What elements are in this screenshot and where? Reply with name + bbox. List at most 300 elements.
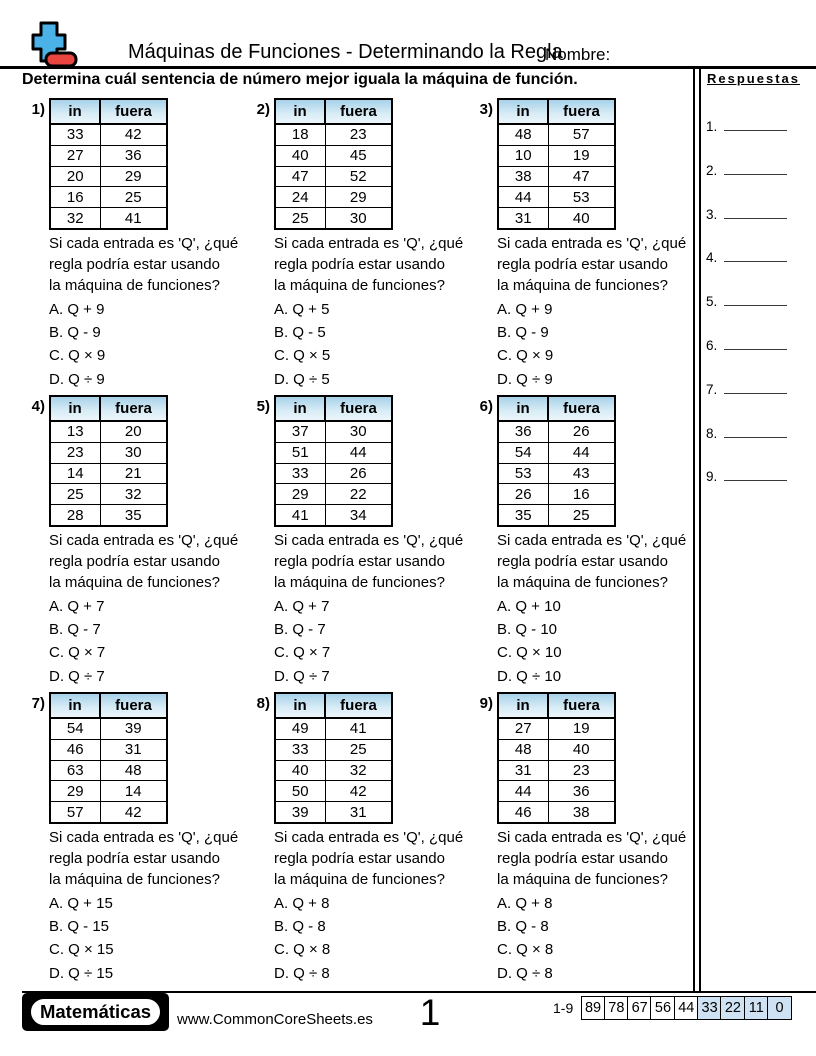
option-A: A. Q + 9 (497, 300, 553, 318)
question-line: Si cada entrada es 'Q', ¿qué (497, 828, 687, 846)
question-text (49, 827, 246, 890)
question-line: la máquina de funciones? (274, 276, 445, 294)
out-value: 16 (548, 484, 615, 505)
out-value: 41 (100, 208, 167, 229)
option-D: D. Q ÷ 10 (497, 667, 562, 685)
in-value: 53 (498, 463, 548, 484)
table-row (498, 760, 615, 781)
problem-number: 1) (31, 101, 45, 118)
function-table (497, 692, 616, 824)
answer-row-2 (706, 161, 787, 178)
in-value: 41 (275, 505, 325, 526)
out-value: 42 (100, 802, 167, 823)
function-table (497, 395, 616, 527)
answer-number: 8. (706, 425, 718, 441)
out-value: 30 (100, 442, 167, 463)
out-header: fuera (325, 693, 392, 718)
out-value: 25 (325, 739, 392, 760)
question-line: la máquina de funciones? (497, 573, 668, 591)
problem-number: 2) (256, 101, 270, 118)
question-line: regla podría estar usando (497, 255, 668, 273)
out-header: fuera (548, 99, 615, 124)
in-header: in (275, 99, 325, 124)
out-value: 31 (100, 739, 167, 760)
in-value: 37 (275, 421, 325, 442)
table-row (275, 484, 392, 505)
option-B: B. Q - 7 (274, 621, 326, 639)
question-line: Si cada entrada es 'Q', ¿qué (49, 234, 239, 252)
question-line: Si cada entrada es 'Q', ¿qué (274, 531, 464, 549)
question-text (274, 530, 471, 593)
table-row (50, 208, 167, 229)
table-row (50, 442, 167, 463)
score-cell: 67 (627, 996, 652, 1020)
table-row (498, 442, 615, 463)
in-value: 48 (498, 124, 548, 145)
option-C: C. Q × 10 (497, 644, 562, 662)
answer-number: 3. (706, 206, 718, 222)
in-value: 16 (50, 187, 100, 208)
answer-blank[interactable] (724, 380, 787, 394)
option-B: B. Q - 7 (49, 621, 101, 639)
problem-7 (24, 692, 246, 985)
answer-blank[interactable] (724, 161, 787, 175)
score-cell: 44 (674, 996, 699, 1020)
options-list (497, 595, 694, 688)
options-list (274, 892, 471, 985)
score-bar (553, 996, 792, 1020)
answer-number: 5. (706, 294, 718, 310)
function-table (497, 98, 616, 230)
score-cell: 0 (767, 996, 792, 1020)
out-header: fuera (100, 396, 167, 421)
in-value: 25 (275, 208, 325, 229)
out-value: 38 (548, 802, 615, 823)
out-value: 25 (548, 505, 615, 526)
out-value: 45 (325, 145, 392, 166)
table-row (498, 124, 615, 145)
table-row (50, 166, 167, 187)
score-cell: 89 (581, 996, 606, 1020)
in-header: in (498, 99, 548, 124)
answer-row-5 (706, 292, 787, 309)
question-line: la máquina de funciones? (274, 870, 445, 888)
score-cells (582, 996, 792, 1020)
table-row (50, 463, 167, 484)
score-cell: 33 (697, 996, 722, 1020)
brand-label: Matemáticas (29, 997, 162, 1027)
question-line: la máquina de funciones? (49, 276, 220, 294)
table-row (50, 718, 167, 739)
out-value: 30 (325, 208, 392, 229)
table-row (50, 505, 167, 526)
table-row (498, 463, 615, 484)
problem-number: 3) (479, 101, 493, 118)
out-value: 44 (325, 442, 392, 463)
out-value: 36 (548, 781, 615, 802)
table-row (275, 124, 392, 145)
table-row (275, 760, 392, 781)
in-value: 13 (50, 421, 100, 442)
answer-blank[interactable] (724, 292, 787, 306)
out-value: 48 (100, 760, 167, 781)
out-value: 42 (100, 124, 167, 145)
table-row (50, 187, 167, 208)
out-value: 26 (325, 463, 392, 484)
out-value: 34 (325, 505, 392, 526)
answer-number: 7. (706, 381, 718, 397)
in-value: 25 (50, 484, 100, 505)
answer-blank[interactable] (724, 336, 787, 350)
table-row (498, 166, 615, 187)
answer-number: 6. (706, 338, 718, 353)
table-row (275, 739, 392, 760)
answer-row-8 (706, 424, 787, 441)
out-value: 29 (325, 187, 392, 208)
option-D: D. Q ÷ 7 (274, 667, 330, 685)
option-A: A. Q + 10 (497, 597, 561, 615)
question-text (497, 530, 694, 593)
option-A: A. Q + 5 (274, 300, 330, 318)
option-B: B. Q - 10 (497, 621, 558, 639)
in-value: 33 (275, 739, 325, 760)
in-value: 31 (498, 760, 548, 781)
in-value: 51 (275, 442, 325, 463)
in-value: 47 (275, 166, 325, 187)
question-line: regla podría estar usando (49, 849, 220, 867)
out-value: 31 (325, 802, 392, 823)
problem-number: 7) (31, 695, 45, 712)
table-row (498, 802, 615, 823)
option-C: C. Q × 5 (274, 347, 331, 365)
in-value: 46 (498, 802, 548, 823)
option-A: A. Q + 8 (274, 894, 330, 912)
question-line: la máquina de funciones? (49, 870, 220, 888)
table-row (498, 781, 615, 802)
question-line: la máquina de funciones? (274, 573, 445, 591)
in-header: in (275, 396, 325, 421)
problem-1 (24, 98, 246, 391)
options-list (49, 892, 246, 985)
table-row (275, 421, 392, 442)
in-value: 36 (498, 421, 548, 442)
question-line: Si cada entrada es 'Q', ¿qué (49, 531, 239, 549)
in-value: 57 (50, 802, 100, 823)
answer-blank[interactable] (724, 205, 787, 219)
problem-number: 8) (256, 695, 270, 712)
in-header: in (498, 693, 548, 718)
question-text (49, 233, 246, 296)
in-value: 49 (275, 718, 325, 739)
option-B: B. Q - 8 (274, 918, 326, 936)
table-row (50, 739, 167, 760)
table-row (498, 187, 615, 208)
answer-number: 1. (706, 119, 718, 134)
option-B: B. Q - 8 (497, 918, 549, 936)
in-value: 33 (275, 463, 325, 484)
out-value: 14 (100, 781, 167, 802)
score-range-label: 1-9 (553, 999, 574, 1016)
function-table (49, 98, 168, 230)
problem-9 (472, 692, 694, 985)
score-cell: 22 (720, 996, 745, 1020)
option-A: A. Q + 7 (49, 597, 105, 615)
function-table (274, 395, 393, 527)
option-B: B. Q - 9 (497, 324, 549, 342)
answer-blank[interactable] (724, 117, 787, 131)
table-row (275, 802, 392, 823)
out-value: 43 (548, 463, 615, 484)
out-value: 29 (100, 166, 167, 187)
page-number: 1 (419, 992, 441, 1033)
table-row (50, 760, 167, 781)
function-table (274, 692, 393, 824)
question-line: Si cada entrada es 'Q', ¿qué (497, 531, 687, 549)
answers-panel-title: Respuestas (707, 71, 800, 86)
option-C: C. Q × 15 (49, 941, 114, 959)
question-line: la máquina de funciones? (497, 276, 668, 294)
option-D: D. Q ÷ 9 (497, 370, 553, 388)
in-value: 18 (275, 124, 325, 145)
option-B: B. Q - 15 (49, 918, 110, 936)
in-value: 31 (498, 208, 548, 229)
in-value: 40 (275, 145, 325, 166)
problem-number: 9) (479, 695, 493, 712)
in-value: 39 (275, 802, 325, 823)
options-list (274, 595, 471, 688)
table-row (50, 145, 167, 166)
option-D: D. Q ÷ 5 (274, 370, 330, 388)
out-value: 47 (548, 166, 615, 187)
option-A: A. Q + 8 (497, 894, 553, 912)
table-row (275, 145, 392, 166)
question-line: regla podría estar usando (49, 255, 220, 273)
answer-row-6 (706, 336, 787, 353)
problem-5 (249, 395, 471, 688)
question-text (274, 233, 471, 296)
option-D: D. Q ÷ 9 (49, 370, 105, 388)
in-value: 33 (50, 124, 100, 145)
out-value: 23 (548, 760, 615, 781)
out-value: 42 (325, 781, 392, 802)
table-row (275, 505, 392, 526)
answer-number: 2. (706, 162, 718, 178)
out-value: 39 (100, 718, 167, 739)
out-value: 41 (325, 718, 392, 739)
out-header: fuera (548, 693, 615, 718)
options-list (497, 298, 694, 391)
out-value: 52 (325, 166, 392, 187)
in-header: in (50, 693, 100, 718)
question-line: Si cada entrada es 'Q', ¿qué (497, 234, 687, 252)
score-cell: 11 (744, 996, 769, 1020)
in-value: 38 (498, 166, 548, 187)
question-line: regla podría estar usando (274, 255, 445, 273)
in-value: 29 (50, 781, 100, 802)
question-line: Si cada entrada es 'Q', ¿qué (49, 828, 239, 846)
question-text (274, 827, 471, 890)
out-value: 25 (100, 187, 167, 208)
out-value: 30 (325, 421, 392, 442)
table-row (498, 484, 615, 505)
in-value: 29 (275, 484, 325, 505)
table-row (498, 739, 615, 760)
problem-2 (249, 98, 471, 391)
in-header: in (275, 693, 325, 718)
out-value: 35 (100, 505, 167, 526)
table-row (50, 484, 167, 505)
table-row (275, 463, 392, 484)
in-value: 54 (498, 442, 548, 463)
option-D: D. Q ÷ 7 (49, 667, 105, 685)
table-row (498, 208, 615, 229)
table-row (275, 781, 392, 802)
out-value: 19 (548, 718, 615, 739)
options-list (49, 595, 246, 688)
problem-number: 6) (479, 398, 493, 415)
out-value: 32 (325, 760, 392, 781)
table-row (50, 802, 167, 823)
question-line: la máquina de funciones? (497, 870, 668, 888)
option-A: A. Q + 15 (49, 894, 113, 912)
table-row (50, 421, 167, 442)
in-value: 63 (50, 760, 100, 781)
out-header: fuera (100, 693, 167, 718)
out-header: fuera (100, 99, 167, 124)
options-list (497, 892, 694, 985)
in-header: in (50, 99, 100, 124)
table-row (275, 718, 392, 739)
option-C: C. Q × 9 (49, 347, 106, 365)
out-value: 32 (100, 484, 167, 505)
question-line: regla podría estar usando (497, 849, 668, 867)
table-row (275, 187, 392, 208)
problem-number: 4) (31, 398, 45, 415)
in-value: 46 (50, 739, 100, 760)
out-value: 22 (325, 484, 392, 505)
out-value: 19 (548, 145, 615, 166)
score-cell: 56 (650, 996, 675, 1020)
option-A: A. Q + 7 (274, 597, 330, 615)
in-value: 44 (498, 187, 548, 208)
in-value: 35 (498, 505, 548, 526)
score-cell: 78 (604, 996, 629, 1020)
out-value: 36 (100, 145, 167, 166)
option-D: D. Q ÷ 8 (497, 964, 553, 982)
option-B: B. Q - 9 (49, 324, 101, 342)
in-value: 27 (498, 718, 548, 739)
table-row (275, 166, 392, 187)
question-text (49, 530, 246, 593)
in-value: 40 (275, 760, 325, 781)
in-value: 48 (498, 739, 548, 760)
option-C: C. Q × 9 (497, 347, 554, 365)
problem-number: 5) (256, 398, 270, 415)
page-title: Máquinas de Funciones - Determinando la Regla (128, 41, 563, 63)
name-label: Nombre: (545, 45, 611, 64)
in-value: 44 (498, 781, 548, 802)
table-row (498, 145, 615, 166)
table-row (498, 718, 615, 739)
table-row (498, 505, 615, 526)
problem-4 (24, 395, 246, 688)
in-value: 50 (275, 781, 325, 802)
in-value: 20 (50, 166, 100, 187)
function-table (49, 692, 168, 824)
out-header: fuera (548, 396, 615, 421)
table-row (50, 124, 167, 145)
answer-row-4 (706, 248, 787, 265)
function-table (49, 395, 168, 527)
answer-row-7 (706, 380, 787, 397)
question-line: regla podría estar usando (274, 849, 445, 867)
out-value: 53 (548, 187, 615, 208)
function-table (274, 98, 393, 230)
in-value: 27 (50, 145, 100, 166)
in-value: 24 (275, 187, 325, 208)
option-A: A. Q + 9 (49, 300, 105, 318)
out-value: 20 (100, 421, 167, 442)
in-value: 28 (50, 505, 100, 526)
option-C: C. Q × 8 (497, 941, 554, 959)
out-value: 21 (100, 463, 167, 484)
answer-blank[interactable] (724, 248, 787, 262)
answer-blank[interactable] (724, 467, 787, 481)
question-line: la máquina de funciones? (49, 573, 220, 591)
answer-row-1 (706, 117, 787, 134)
options-list (274, 298, 471, 391)
table-row (275, 208, 392, 229)
out-value: 44 (548, 442, 615, 463)
in-value: 14 (50, 463, 100, 484)
answer-number: 9. (706, 469, 718, 485)
brand-badge (22, 993, 169, 1031)
problem-3 (472, 98, 694, 391)
out-value: 26 (548, 421, 615, 442)
answer-row-9 (706, 467, 787, 484)
question-line: Si cada entrada es 'Q', ¿qué (274, 234, 464, 252)
question-line: regla podría estar usando (49, 552, 220, 570)
option-D: D. Q ÷ 15 (49, 964, 114, 982)
out-value: 40 (548, 739, 615, 760)
question-text (497, 827, 694, 890)
in-header: in (50, 396, 100, 421)
in-value: 10 (498, 145, 548, 166)
sidebar-divider-inner (699, 66, 701, 993)
out-value: 23 (325, 124, 392, 145)
option-C: C. Q × 8 (274, 941, 331, 959)
in-value: 32 (50, 208, 100, 229)
answer-row-3 (706, 205, 787, 222)
in-value: 26 (498, 484, 548, 505)
answer-blank[interactable] (724, 424, 787, 438)
question-line: Si cada entrada es 'Q', ¿qué (274, 828, 464, 846)
option-B: B. Q - 5 (274, 324, 326, 342)
question-text (497, 233, 694, 296)
in-value: 54 (50, 718, 100, 739)
table-row (275, 442, 392, 463)
question-line: regla podría estar usando (274, 552, 445, 570)
options-list (49, 298, 246, 391)
in-header: in (498, 396, 548, 421)
question-line: regla podría estar usando (497, 552, 668, 570)
table-row (50, 781, 167, 802)
table-row (498, 421, 615, 442)
option-C: C. Q × 7 (274, 644, 331, 662)
problem-6 (472, 395, 694, 688)
option-D: D. Q ÷ 8 (274, 964, 330, 982)
out-header: fuera (325, 396, 392, 421)
